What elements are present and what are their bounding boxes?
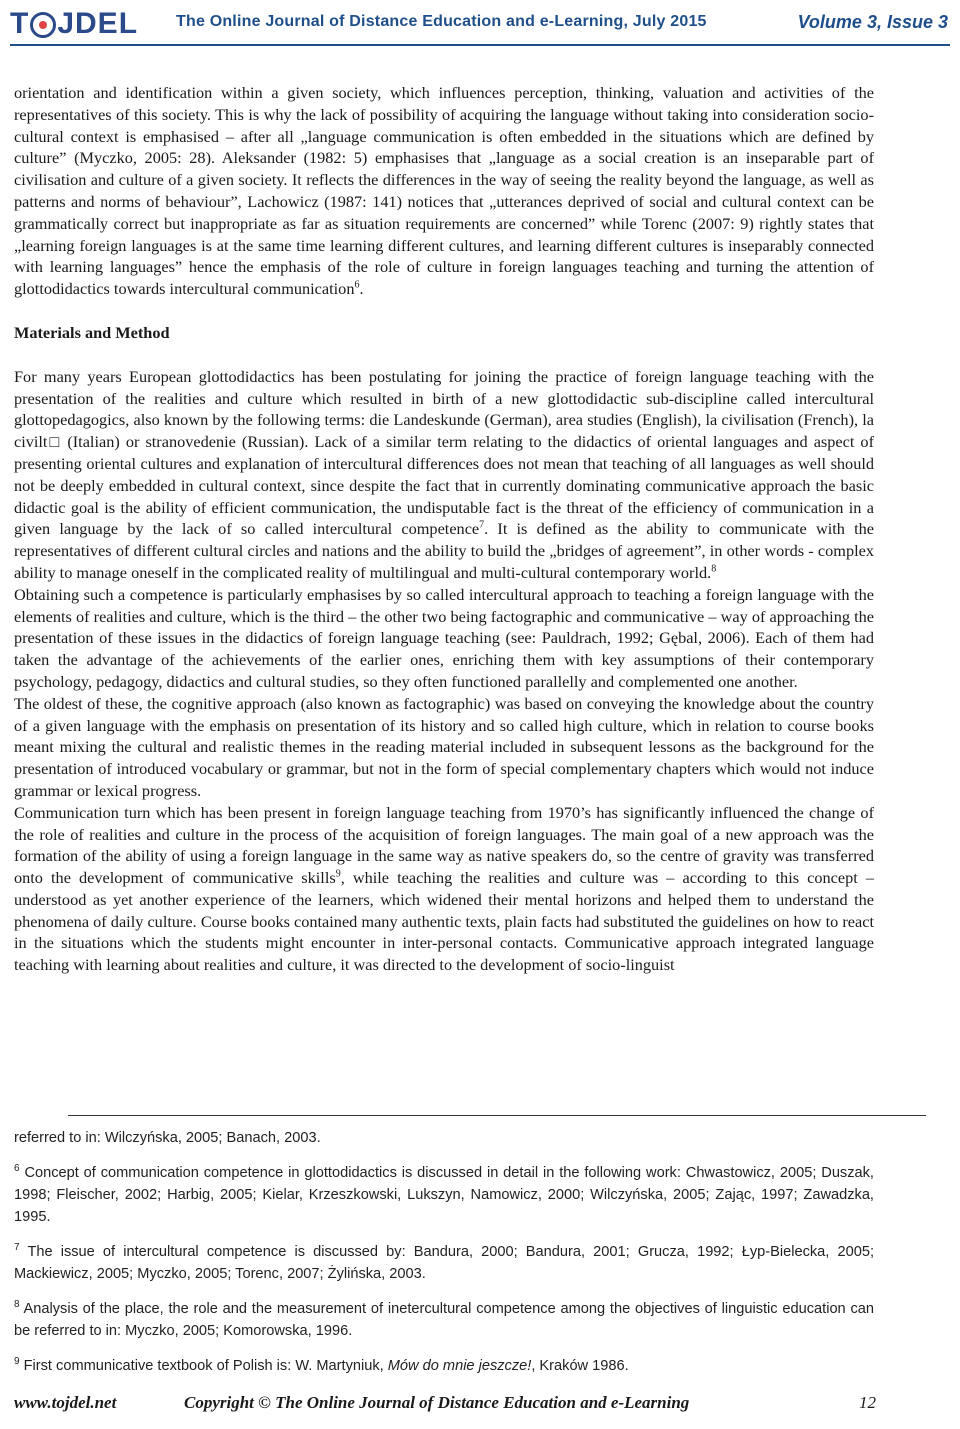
footer-site-link[interactable]: www.tojdel.net: [14, 1393, 117, 1412]
journal-title: The Online Journal of Distance Education and e-Learning, July 2015: [176, 13, 707, 30]
paragraph-2: For many years European glottodidactics has been postulating for joining the practice of foreign language teaching with the presentation of the realities and culture which resulted in birth of a new glottodidactic sub-discipline called intercultural glottopedagogics, also known by the following terms: die Landeskunde (German), area studies (English), la civilisation (French), la civilt□ (Italian) or stranovedenie (Russian). Lack of a similar term relating to the didactics of oriental languages and aspect of presenting oriental cultures and explanation of intercultural differences does not mean that teaching of all languages as well should not be deeply embedded in cultural context, since despite the fact that in currently dominating communicative approach the basic didactic goal is the ability of efficient communication, the undisputable fact is the threat of the efficiency of communication in a given language by the lack of so called intercultural competence$^7$. It is defined as the ability to communicate with the representatives of different cultural circles and nations and the ability to build the „bridges of agreement”, in other words - complex ability to manage oneself in the complicated reality of multilingual and multi-cultural contemporary world.$^8$: [14, 366, 874, 582]
volume-issue: Volume 3, Issue 3: [797, 12, 948, 32]
footnote-separator: [68, 1115, 926, 1116]
section-heading: Materials and Method: [14, 322, 170, 342]
logo-letter-j: J: [57, 7, 76, 40]
main-text: [14, 82, 874, 976]
footer-copyright: Copyright © The Online Journal of Distance Education and e-Learning: [184, 1393, 690, 1412]
page-number: 12: [859, 1393, 876, 1412]
page-footer: [14, 1393, 876, 1417]
journal-logo: [10, 4, 138, 44]
footnote-6: $^6$ Concept of communication competence in glottodidactics is discussed in detail in the following work: Chwastowicz, 2005; Duszak, 1998; Fleischer, 2002; Harbig, 2005; Kielar, Krzeszkowski, Lukszyn, Namowicz, 2000; Wilczyńska, 2005; Zając, 1997; Zawadzka, 1995.: [14, 1163, 874, 1225]
paragraph-3: Obtaining such a competence is particularly emphasises by so called intercultural approach to teaching a foreign language with the elements of realities and culture, which is the third – the other two being factographic and communicative – way of approaching the presentation of these issues in the didactics of foreign language teaching (see: Pauldrach, 1992; Gębal, 2006). Each of them had taken the advantage of the achievements of the earlier ones, enriching them with key assumptions of their contemporary psychology, pedagogy, didactics and cultural studies, so they often functioned parallelly and complemented one another.: [14, 584, 874, 691]
logo-circle-icon: [30, 12, 56, 38]
footnote-8: $^8$ Analysis of the place, the role and the measurement of inetercultural competence among the objectives of linguistic education can be referred to in: Myczko, 2005; Komorowska, 1996.: [14, 1299, 874, 1339]
logo-letter-t: T: [10, 7, 30, 40]
footnote-continuation: referred to in: Wilczyńska, 2005; Banach, 2003.: [14, 1130, 321, 1146]
footnote-9: $^9$ First communicative textbook of Polish is: W. Martyniuk, Mów do mnie jeszcze!, Kraków 1986.: [14, 1356, 629, 1374]
paragraph-1: orientation and identification within a given society, which influences perception, thinking, valuation and activities of the representatives of this society. This is why the lack of possibility of acquiring the language without taking into consideration socio-cultural context is emphasised – after all „language communication is often embedded in the situations which are defined by culture” (Myczko, 2005: 28). Aleksander (1982: 5) emphasises that „language as a social creation is an inseparable part of civilisation and culture of a given society. It reflects the differences in the way of seeing the reality beyond the language, as well as patterns and norms of behaviour”, Lachowicz (1987: 141) notices that „utterances deprived of social and cultural context can be grammatically correct but inappropriate as far as situation requirements are concerned” while Torenc (2007: 9) rightly states that „learning foreign languages is at the same time learning different cultures, and learning different cultures is inseparably connected with learning languages” hence the emphasis of the role of culture in foreign languages teaching and turning the attention of glottodidactics towards intercultural communication$^6$.: [14, 83, 874, 299]
footnote-7: $^7$ The issue of intercultural competence is discussed by: Bandura, 2000; Bandura, 2001; Grucza, 1992; Łyp-Bielecka, 2005; Mackiewicz, 2005; Myczko, 2005; Torenc, 2007; Żylińska, 2003.: [14, 1242, 874, 1282]
header-rule: [10, 44, 950, 46]
footnote-ref-6: 6: [354, 279, 360, 291]
footnote-ref-7: 7: [479, 519, 485, 531]
page-header: [0, 0, 960, 46]
paragraph-4: The oldest of these, the cognitive approach (also known as factographic) was based on conveying the knowledge about the country of a given language with the emphasis on presentation of its history and so called high culture, which in relation to course books meant mixing the cultural and realistic themes in the reading material included in subsequent lessons as the background for the presentation of introduced vocabulary or grammar, but not in the form of special complementary chapters which would not induce grammar or lexical progress.: [14, 693, 874, 800]
footnote-ref-9: 9: [335, 868, 341, 880]
logo-letters-del: DEL: [75, 7, 139, 40]
footnotes: [14, 1127, 874, 1390]
footnote-ref-8: 8: [711, 563, 717, 575]
paragraph-5: Communication turn which has been present in foreign language teaching from 1970’s has significantly influenced the change of the role of realities and culture in the process of the acquisition of foreign languages. The main goal of a new approach was the formation of the ability of using a foreign language in the same way as native speakers do, so the centre of gravity was transferred onto the development of communicative skills$^9$, while teaching the realities and culture was – according to this concept – understood as yet another experience of the learners, which widened their mental horizons and helped them to understand the phenomena of daily culture. Course books contained many authentic texts, plain facts had substituted the guidelines on how to react in the situations which the students might encounter in inter-personal contacts. Communicative approach integrated language teaching with learning about realities and culture, it was directed to the development of socio-linguist: [14, 802, 874, 975]
